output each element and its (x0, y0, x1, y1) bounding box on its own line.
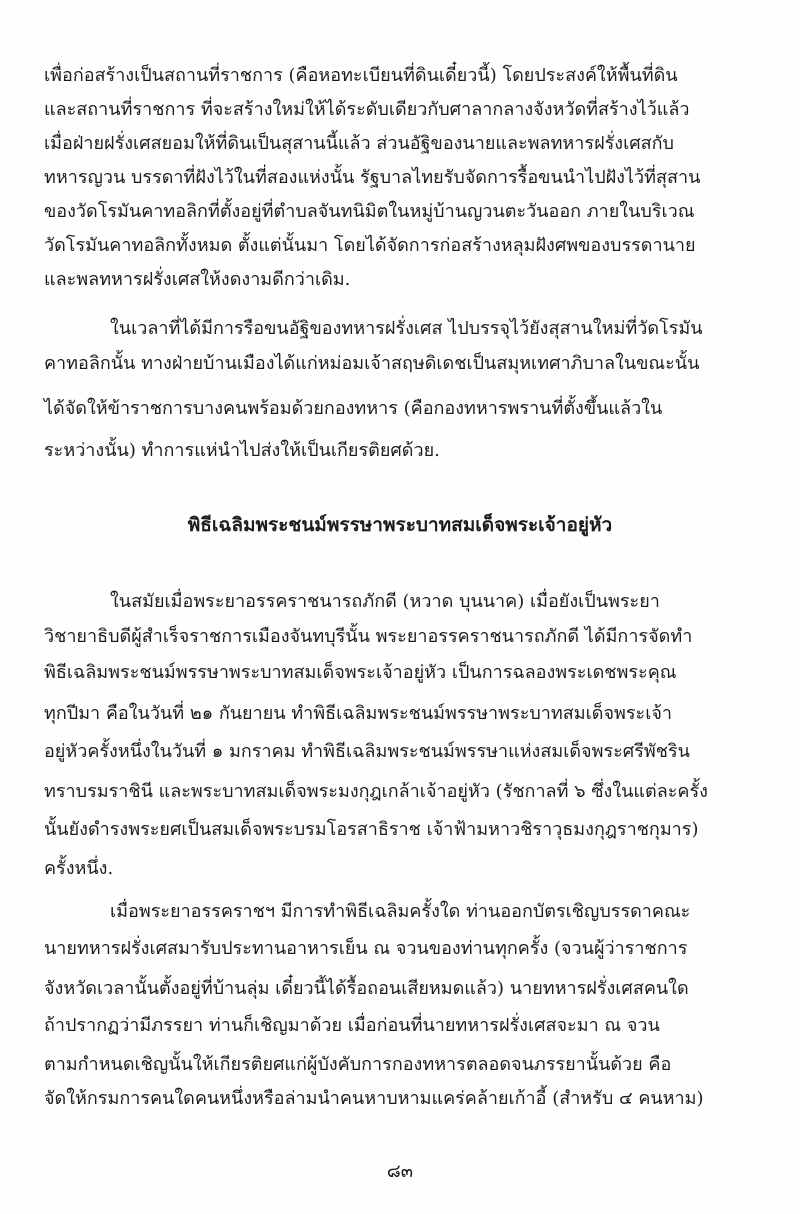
text-line: ตามกำหนดเชิญนั้นให้เกียรติยศแก่ผู้บังคับการกองทหารตลอดจนภรรยานั้นด้วย คือ (44, 1054, 672, 1075)
text-line: จังหวัดเวลานั้นตั้งอยู่ที่บ้านลุ่ม เดี๋ยวนี้ได้รื้อถอนเสียหมดแล้ว) นายทหารฝรั่งเศสคนใด (44, 978, 689, 999)
text-line: ครั้งหนึ่ง. (44, 858, 114, 879)
text-line: ของวัดโรมันคาทอลิกที่ตั้งอยู่ที่ตำบลจันทนิมิตในหมู่บ้านญวนตะวันออก ภายในบริเวณ (44, 201, 695, 222)
text-line: เมื่อฝ่ายฝรั่งเศสยอมให้ที่ดินเป็นสุสานนี้แล้ว ส่วนอัฐิของนายและพลทหารฝรั่งเศสกับ (44, 133, 674, 154)
text-line: วัดโรมันคาทอลิกทั้งหมด ตั้งแต่นั้นมา โดยได้จัดการก่อสร้างหลุมฝังศพของบรรดานาย (44, 235, 696, 256)
text-line: และพลทหารฝรั่งเศสให้งดงามดีกว่าเดิม. (44, 269, 351, 290)
text-line: ได้จัดให้ข้าราชการบางคนพร้อมด้วยกองทหาร (คือกองทหารพรานที่ตั้งขึ้นแล้วใน (44, 398, 663, 419)
section-heading: พิธีเฉลิมพระชนม์พรรษาพระบาทสมเด็จพระเจ้าอยู่หัว (187, 514, 613, 536)
text-line: จัดให้กรมการคนใดคนหนึ่งหรือล่ามนำคนหาบหามแคร่คล้ายเก้าอี้ (สำหรับ ๔ คนหาม) (44, 1088, 704, 1109)
text-line: เพื่อก่อสร้างเป็นสถานที่ราชการ (คือหอทะเบียนที่ดินเดี๋ยวนี้) โดยประสงค์ให้พื้นที่ดิน (44, 65, 678, 86)
text-line: ทุกปีมา คือในวันที่ ๒๑ กันยายน ทำพิธีเฉลิมพระชนม์พรรษาพระบาทสมเด็จพระเจ้า (44, 703, 673, 724)
text-line: ทหารญวน บรรดาที่ฝังไว้ในที่สองแห่งนั้น รัฐบาลไทยรับจัดการรื้อขนนำไปฝังไว้ที่สุสาน (44, 167, 701, 188)
text-line: ทราบรมราชินี และพระบาทสมเด็จพระมงกุฎเกล้าเจ้าอยู่หัว (รัชกาลที่ ๖ ซึ่งในแต่ละครั้ง (44, 781, 708, 802)
text-line: ระหว่างนั้น) ทำการแห่นำไปส่งให้เป็นเกียรติยศด้วย. (44, 440, 440, 461)
text-line: พิธีเฉลิมพระชนม์พรรษาพระบาทสมเด็จพระเจ้าอยู่หัว เป็นการฉลองพระเดชพระคุณ (44, 662, 677, 683)
page-number: ๘๓ (386, 1161, 414, 1182)
text-line: นายทหารฝรั่งเศสมารับประทานอาหารเย็น ณ จวนของท่านทุกครั้ง (จวนผู้ว่าราชการ (44, 938, 688, 959)
text-line: และสถานที่ราชการ ที่จะสร้างใหม่ให้ได้ระดับเดียวกับศาลากลางจังหวัดที่สร้างไว้แล้ว (44, 99, 690, 120)
text-line: ในสมัยเมื่อพระยาอรรคราชนารถภักดี (หวาด บุนนาค) เมื่อยังเป็นพระยา (110, 591, 660, 612)
text-line: คาทอลิกนั้น ทางฝ่ายบ้านเมืองได้แก่หม่อมเจ้าสฤษดิเดชเป็นสมุหเทศาภิบาลในขณะนั้น (44, 353, 700, 374)
text-line: นั้นยังดำรงพระยศเป็นสมเด็จพระบรมโอรสาธิราช เจ้าฟ้ามหาวชิราวุธมงกุฎราชกุมาร) (44, 819, 699, 840)
text-line: ในเวลาที่ได้มีการรือขนอัฐิของทหารฝรั่งเศส ไปบรรจุไว้ยังสุสานใหม่ที่วัดโรมัน (110, 318, 703, 339)
text-line: ถ้าปรากฏว่ามีภรรยา ท่านก็เชิญมาด้วย เมื่อก่อนที่นายทหารฝรั่งเศสจะมา ณ จวน (44, 1015, 660, 1036)
text-line: เมื่อพระยาอรรคราชฯ มีการทำพิธีเฉลิมครั้งใด ท่านออกบัตรเชิญบรรดาคณะ (110, 901, 691, 922)
text-line: วิชายาธิบดีผู้สำเร็จราชการเมืองจันทบุรีนั้น พระยาอรรคราชนารถภักดี ได้มีการจัดทำ (44, 626, 693, 647)
text-line: อยู่หัวครั้งหนึ่งในวันที่ ๑ มกราคม ทำพิธีเฉลิมพระชนม์พรรษาแห่งสมเด็จพระศรีพัชริน (44, 741, 690, 762)
